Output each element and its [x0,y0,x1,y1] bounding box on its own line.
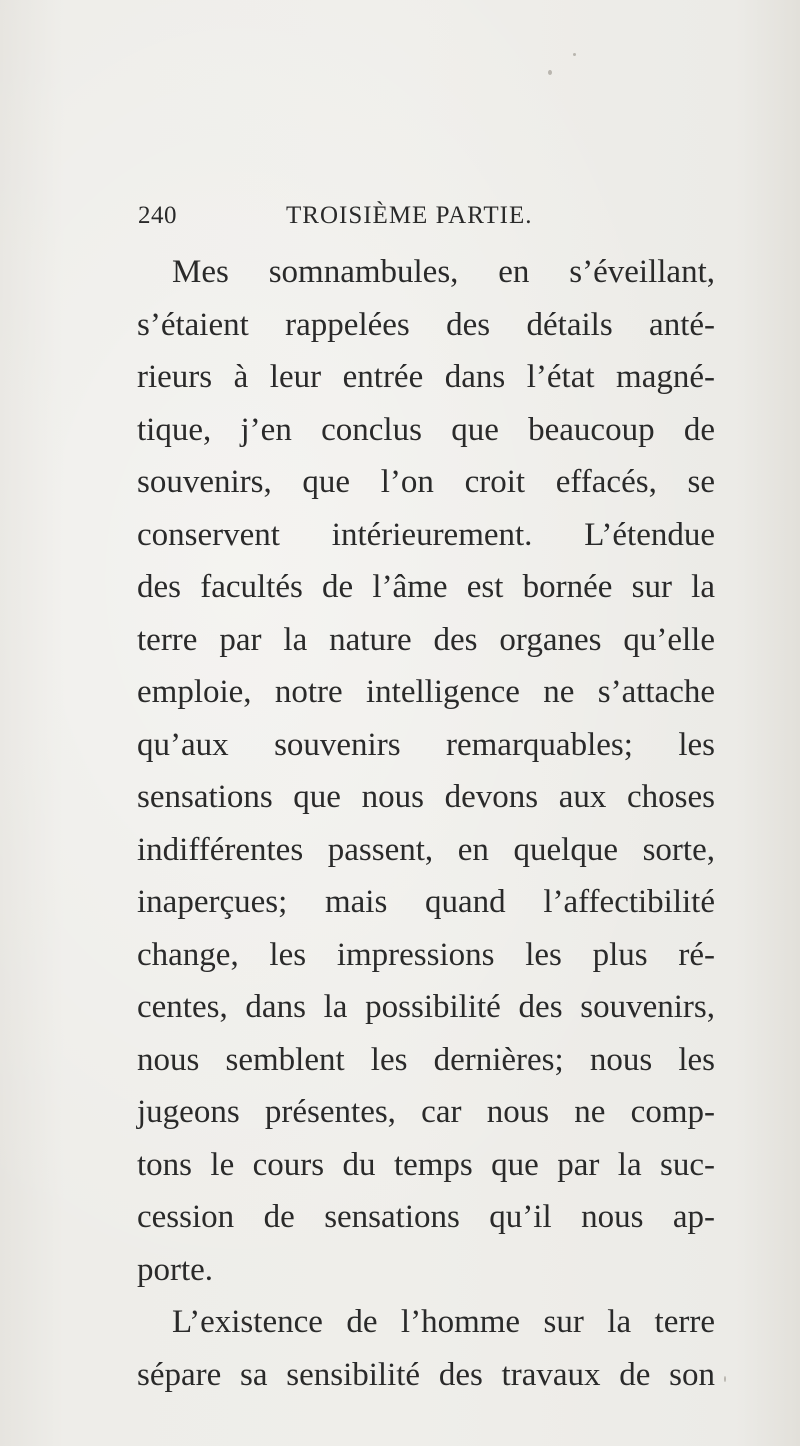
text-line: jugeons présentes, car nous ne comp- [137,1094,715,1130]
text-line: centes, dans la possibilité des souvenirs, [137,989,715,1025]
text-line: conservent intérieurement. L’étendue [137,516,715,553]
paper-speck [548,70,552,75]
text-line: des facultés de l’âme est bornée sur la [137,569,715,605]
paper-speck [242,1320,245,1323]
running-title: TROISIÈME PARTIE. [286,202,533,229]
text-line: rieurs à leur entrée dans l’état magné- [137,359,715,395]
text-line: tique, j’en conclus que beaucoup de [137,411,715,448]
text-line: inaperçues; mais quand l’affectibilité [137,884,715,920]
text-line: porte. [137,1251,214,1288]
text-line: Mes somnambules, en s’éveillant, [172,254,715,290]
text-line: tons le cours du temps que par la suc- [137,1146,715,1183]
page-number: 240 [138,202,177,229]
text-line: s’étaient rappelées des détails anté- [137,306,715,343]
text-line: terre par la nature des organes qu’elle [137,621,715,658]
text-line: sensations que nous devons aux choses [137,779,715,815]
text-line: nous semblent les dernières; nous les [137,1041,715,1078]
page-header [138,202,558,236]
text-line: L’existence de l’homme sur la terre [172,1304,715,1340]
text-line: emploie, notre intelligence ne s’attache [137,674,715,710]
paper-speck [724,1376,726,1382]
text-line: indifférentes passent, en quelque sorte, [137,831,715,868]
text-line: cession de sensations qu’il nous ap- [137,1199,715,1235]
body-text [137,246,715,1401]
text-line: change, les impressions les plus ré- [137,936,715,973]
paper-speck [573,53,576,56]
text-line: sépare sa sensibilité des travaux de son [137,1356,715,1393]
text-line: souvenirs, que l’on croit effacés, se [137,464,715,500]
text-line: qu’aux souvenirs remarquables; les [137,726,715,763]
